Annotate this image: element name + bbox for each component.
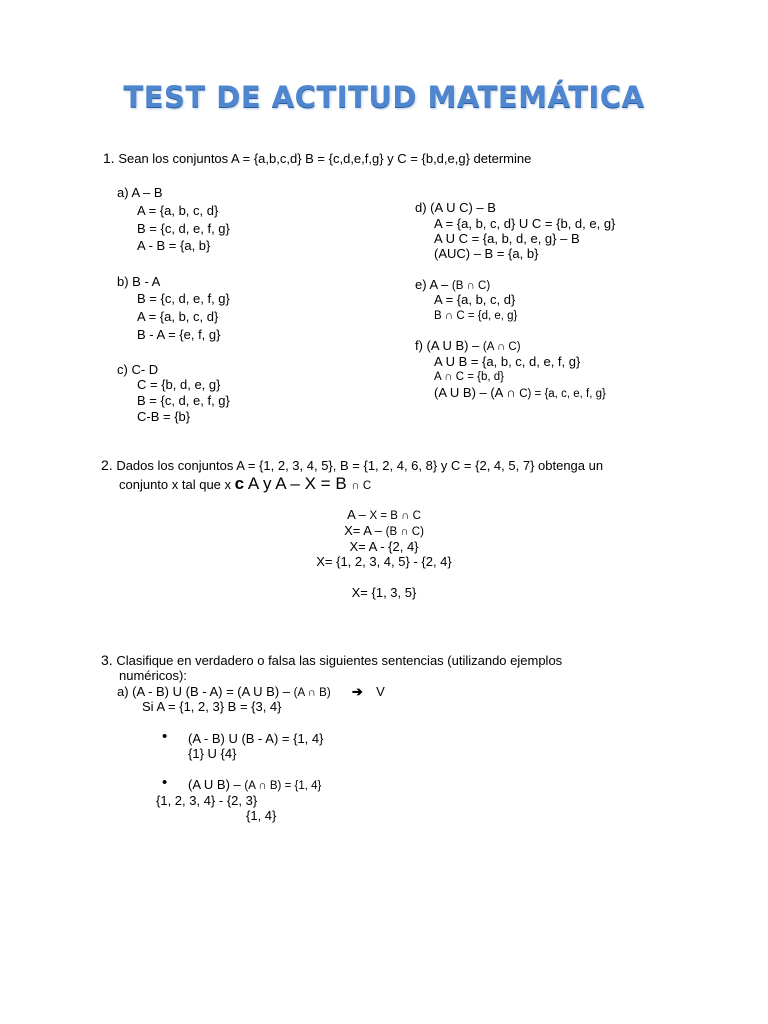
bullet-icon: •: [162, 774, 168, 791]
step-line: [0, 523, 768, 540]
item-f-head-text: f) (A U B) –: [415, 338, 483, 353]
bullet-line: (A - B) U (B - A) = {1, 4}: [188, 731, 324, 746]
question-text: numéricos):: [119, 668, 187, 683]
item-d-line: A = {a, b, c, d} U C = {b, d, e, g}: [434, 216, 616, 231]
question-number: 3.: [101, 652, 113, 668]
bullet-line: [188, 777, 321, 794]
item-a-line: A - B = {a, b}: [137, 238, 211, 253]
question-text-small: ∩ C: [351, 480, 372, 492]
item-e-line: B ∩ C = {d, e, g}: [434, 310, 518, 322]
bullet-text: (A U B) –: [188, 777, 245, 792]
step-text: X= A –: [344, 523, 386, 538]
arrow-right-icon: ➔: [351, 684, 363, 699]
item-e-head-text: e) A –: [415, 277, 452, 292]
item-a-line: B = {c, d, e, f, g}: [137, 221, 230, 236]
item-a-text: a) (A - B) U (B - A) = (A U B) –: [117, 684, 294, 699]
item-a-text-small: (A ∩ B): [293, 687, 331, 699]
question-number: 1.: [103, 150, 115, 166]
step-result: X= {1, 3, 5}: [351, 585, 417, 600]
item-b-head: b) B - A: [117, 274, 161, 289]
step-text: A –: [347, 507, 370, 522]
item-d-line: (AUC) – B = {a, b}: [434, 246, 539, 261]
result-value: V: [376, 684, 385, 699]
item-f-head: [415, 338, 521, 355]
item-f-line: [434, 385, 606, 402]
bullet-result: {1, 4}: [246, 808, 277, 823]
question-text: Clasifique en verdadero o falsa las siguientes sentencias (utilizando ejemplos: [116, 653, 563, 668]
question-text-large: A y A – X = B: [244, 474, 352, 493]
step-text-small: X = B ∩ C: [369, 510, 421, 522]
page-title: TEST DE ACTITUD MATEMÁTICA: [123, 80, 645, 114]
item-c-head: c) C- D: [117, 362, 159, 377]
subset-symbol: c: [234, 474, 245, 493]
given-values: Si A = {1, 2, 3} B = {3, 4}: [142, 699, 282, 714]
item-f-line: A U B = {a, b, c, d, e, f, g}: [434, 354, 581, 369]
item-f-head-small: (A ∩ C): [482, 341, 521, 353]
item-e-head-small: (B ∩ C): [451, 280, 491, 292]
step-line: [0, 507, 768, 524]
item-a-line: A = {a, b, c, d}: [137, 203, 219, 218]
item-b-line: B = {c, d, e, f, g}: [137, 291, 230, 306]
bullet-icon: •: [162, 728, 168, 745]
question-text: Dados los conjuntos A = {1, 2, 3, 4, 5}, B = {1, 2, 4, 6, 8} y C = {2, 4, 5, 7} obtenga un: [116, 458, 604, 473]
item-f-line3-b: C) = {a, c, e, f, g}: [519, 388, 606, 400]
question-number: 2.: [101, 457, 113, 473]
item-c-line: C-B = {b}: [137, 409, 191, 424]
item-d-head: d) (A U C) – B: [415, 200, 496, 215]
step-text-small: (B ∩ C): [385, 526, 424, 538]
bullet-text-small: (A ∩ B) = {1, 4}: [244, 780, 322, 792]
item-f-line3-a: (A U B) – (A ∩: [434, 385, 520, 400]
step-line: X= {1, 2, 3, 4, 5} - {2, 4}: [316, 554, 452, 569]
bullet-line: {1, 2, 3, 4} - {2, 3}: [156, 793, 258, 808]
question-3-prompt: [101, 652, 562, 669]
item-e-line: A = {a, b, c, d}: [434, 292, 516, 307]
question-2-prompt-line2: [119, 474, 371, 496]
item-c-line: C = {b, d, e, g}: [137, 377, 221, 392]
item-a-head: a) A – B: [117, 185, 163, 200]
question-2-prompt: [101, 457, 603, 474]
item-f-line: A ∩ C = {b, d}: [434, 371, 504, 383]
bullet-line: {1} U {4}: [188, 746, 237, 761]
question-text: conjunto x tal que x: [119, 477, 235, 492]
item-b-line: A = {a, b, c, d}: [137, 309, 219, 324]
item-b-line: B - A = {e, f, g}: [137, 327, 221, 342]
item-c-line: B = {c, d, e, f, g}: [137, 393, 230, 408]
item-d-line: A U C = {a, b, d, e, g} – B: [434, 231, 580, 246]
question-1-prompt: [103, 150, 531, 167]
step-line: X= A - {2, 4}: [349, 539, 419, 554]
question-text: Sean los conjuntos A = {a,b,c,d} B = {c,d,e,f,g} y C = {b,d,e,g} determine: [118, 151, 532, 166]
